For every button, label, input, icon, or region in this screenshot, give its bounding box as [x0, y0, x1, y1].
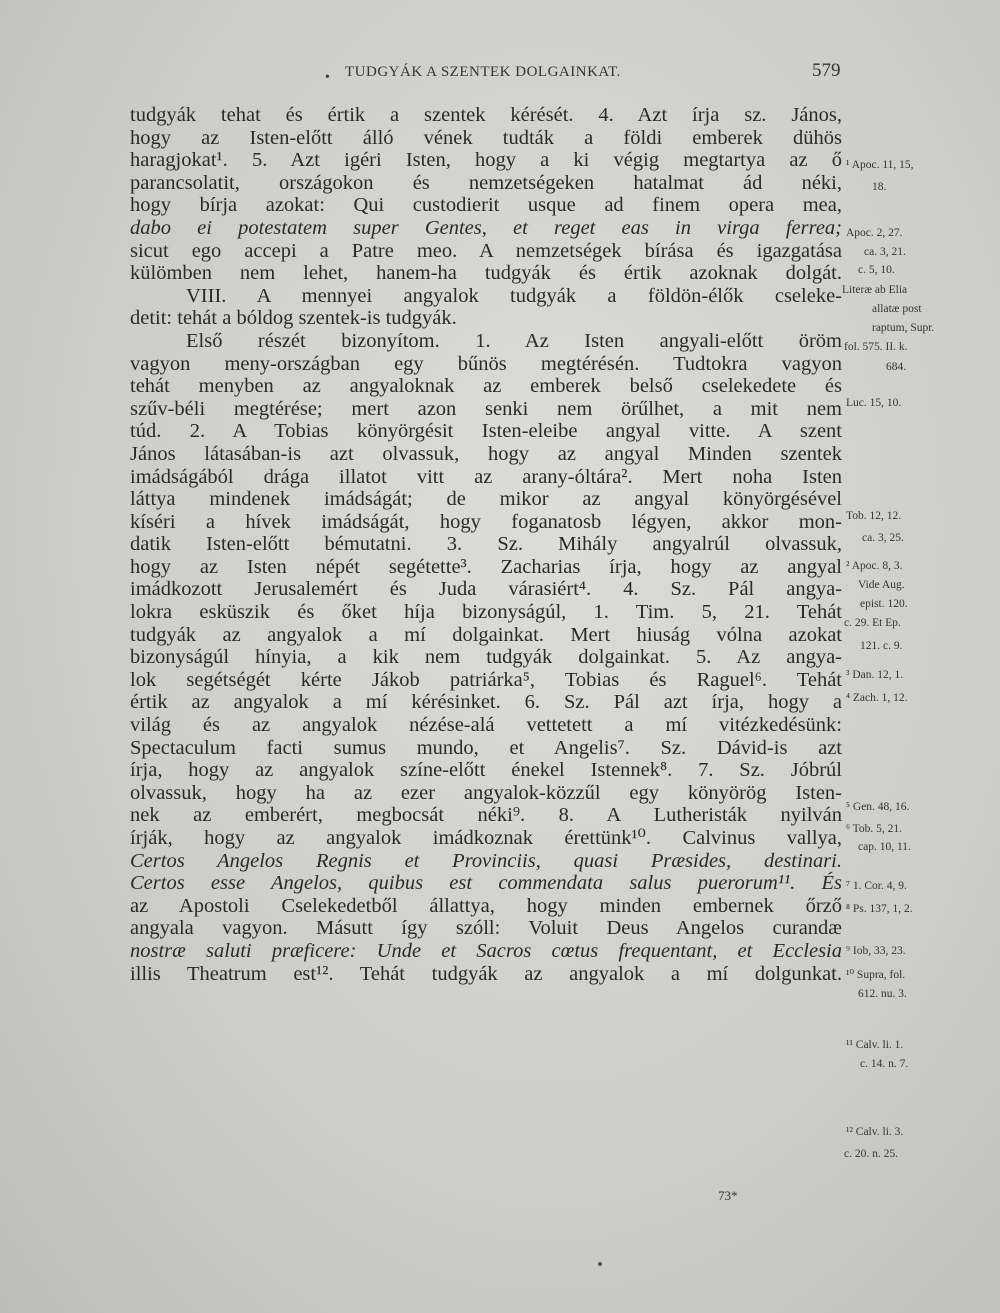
- text-line: világ és az angyalok nézése-alá vettetett a mí vitézkedésünk:: [130, 714, 842, 737]
- margin-note: ⁶ Tob. 5, 21.: [846, 823, 903, 835]
- margin-note: ¹¹ Calv. li. 1.: [846, 1039, 904, 1051]
- text-line: datik Isten-előtt bémutatni. 3. Sz. Mihály angyalrúl olvassuk,: [130, 533, 842, 556]
- text-line: imádkozott Jerusalemért és Juda várasiért⁴. 4. Sz. Pál angya-: [130, 578, 842, 601]
- page-number: 579: [812, 60, 841, 81]
- text-line: láttya mindenek imádságát; de mikor az angyal könyörgésével: [130, 488, 842, 511]
- margin-note: c. 14. n. 7.: [860, 1058, 909, 1070]
- margin-note: Tob. 12, 12.: [846, 510, 902, 522]
- margin-note: c. 5, 10.: [858, 264, 895, 276]
- ink-speck: [598, 1262, 602, 1266]
- text-line: lok segétségét kérte Jákob patriárka⁵, Tobias és Raguel⁶. Tehát: [130, 668, 842, 691]
- text-line: hogy bírja azokat: Qui custodierit usque ad finem opera mea,: [130, 194, 842, 217]
- margin-note: ⁸ Ps. 137, 1, 2.: [846, 903, 913, 915]
- margin-note: 121. c. 9.: [860, 640, 903, 652]
- margin-note: ¹⁰ Supra, fol.: [846, 969, 906, 981]
- margin-note: ⁵ Gen. 48, 16.: [846, 801, 910, 813]
- text-line: írja, hogy az angyalok színe-előtt énekel Istennek⁸. 7. Sz. Jóbrúl: [130, 759, 842, 782]
- text-line: kíséri a hívek imádságát, hogy foganatosb légyen, akkor mon-: [130, 510, 842, 533]
- margin-note: ⁹ Iob, 33, 23.: [846, 945, 906, 957]
- text-line: parancsolatit, országokon és nemzetségeken hatalmat ád néki,: [130, 171, 842, 194]
- signature-mark: 73*: [718, 1188, 738, 1203]
- text-line: bizonyságúl hínyia, a kik nem tudgyák dolgainkat. 5. Az angya-: [130, 646, 842, 669]
- margin-note: ² Apoc. 8, 3.: [846, 560, 903, 572]
- text-line: Certos esse Angelos, quibus est commendata salus puerorum¹¹. És: [130, 872, 842, 895]
- text-line: haragjokat¹. 5. Azt igéri Isten, hogy a ki végig megtartya az ő: [130, 149, 842, 172]
- running-head: TUDGYÁK A SZENTEK DOLGAINKAT.: [345, 64, 621, 80]
- margin-note: Apoc. 2, 27.: [846, 227, 903, 239]
- text-line: olvassuk, hogy ha az ezer angyalok-közzűl egy könyörög Isten-: [130, 781, 842, 804]
- margin-note: ¹² Calv. li. 3.: [846, 1126, 904, 1138]
- margin-note: epist. 120.: [860, 598, 908, 610]
- text-line: imádságából drága illatot vitt az arany-óltára². Mert noha Isten: [130, 465, 842, 488]
- text-line: illis Theatrum est¹². Tehát tudgyák az angyalok a mí dolgunkat.: [130, 962, 842, 985]
- text-line: sicut ego accepi a Patre meo. A nemzetségek bírása és igazgatása: [130, 239, 842, 262]
- header-ornament: •: [325, 70, 330, 85]
- text-line: tudgyák az angyalok a mí dolgainkat. Mert hiuság vólna azokat: [130, 623, 842, 646]
- text-line: tudgyák tehat és értik a szentek kérését. 4. Azt írja sz. János,: [130, 104, 842, 126]
- margin-note: cap. 10, 11.: [858, 841, 911, 853]
- body-text: [130, 104, 842, 985]
- margin-note: ca. 3, 21.: [864, 246, 906, 258]
- text-line: nek az emberért, megbocsát néki⁹. 8. A Lutheristák nyilván: [130, 804, 842, 827]
- text-line: külömben nem lehet, hanem-ha tudgyák és értik azoknak dolgát.: [130, 262, 842, 285]
- margin-note: fol. 575. II. k.: [844, 341, 908, 353]
- text-line: dabo ei potestatem super Gentes, et reget eas in virga ferrea;: [130, 216, 842, 239]
- margin-note: ³ Dan. 12, 1.: [846, 669, 904, 681]
- paragraph-start-line: Első részét bizonyítom. 1. Az Isten angyali-előtt öröm: [186, 329, 842, 352]
- text-line: hogy az Isten népét segétette³. Zacharias írja, hogy az angyal: [130, 555, 842, 578]
- margin-note: c. 29. Et Ep.: [844, 617, 901, 629]
- text-line: János látasában-is azt olvassuk, hogy az angyal Minden szentek: [130, 442, 842, 465]
- text-line: értik az angyalok a mí kérésinket. 6. Sz. Pál azt írja, hogy a: [130, 691, 842, 714]
- text-line: hogy az Isten-előtt álló vének tudták a földi emberek dühös: [130, 126, 842, 149]
- margin-note: Vide Aug.: [858, 579, 905, 591]
- text-line: Certos Angelos Regnis et Provinciis, quasi Præsides, destinari.: [130, 849, 842, 872]
- text-line: írják, hogy az angyalok imádkoznak érettünk¹⁰. Calvinus vallya,: [130, 827, 842, 849]
- margin-note: ⁴ Zach. 1, 12.: [846, 692, 908, 704]
- margin-note: ca. 3, 25.: [862, 532, 904, 544]
- text-line: tehát menyben az angyaloknak az emberek belső cselekedete és: [130, 375, 842, 398]
- text-line: vagyon meny-országban egy bűnös megtérésén. Tudtokra vagyon: [130, 352, 842, 375]
- text-line: angyala vagyon. Másutt így szóll: Voluit Deus Angelos curandæ: [130, 917, 842, 940]
- margin-note: ⁷ 1. Cor. 4, 9.: [846, 880, 907, 892]
- margin-note: 18.: [872, 181, 887, 193]
- text-line: lokra esküszik és őket híja bizonyságúl, 1. Tim. 5, 21. Tehát: [130, 601, 842, 624]
- margin-note: 684.: [886, 361, 907, 373]
- margin-note: allatæ post: [872, 303, 922, 315]
- margin-note: Literæ ab Elia: [842, 284, 908, 296]
- margin-note: 612. nu. 3.: [858, 988, 907, 1000]
- margin-note: ¹ Apoc. 11, 15,: [846, 159, 914, 171]
- section-heading-line: VIII. A mennyei angyalok tudgyák a földön-élők cseleke-: [186, 284, 842, 307]
- text-line: túd. 2. A Tobias könyörgésit Isten-eleibe angyal vitte. A szent: [130, 420, 842, 443]
- margin-note: c. 20. n. 25.: [844, 1148, 898, 1160]
- margin-note: raptum, Supr.: [872, 322, 935, 334]
- text-line: nostræ saluti præficere: Unde et Sacros cœtus frequentant, et Ecclesia: [130, 939, 842, 962]
- text-line: Spectaculum facti sumus mundo, et Angelis⁷. Sz. Dávid-is azt: [130, 736, 842, 759]
- text-line: az Apostoli Cselekedetből állattya, hogy minden embernek őrző: [130, 894, 842, 917]
- text-line: detit: tehát a bóldog szentek-is tudgyák.: [130, 307, 457, 330]
- text-line: szűv-béli megtérése; mert azon senki nem örűlhet, a mit nem: [130, 397, 842, 420]
- margin-note: Luc. 15, 10.: [846, 397, 902, 409]
